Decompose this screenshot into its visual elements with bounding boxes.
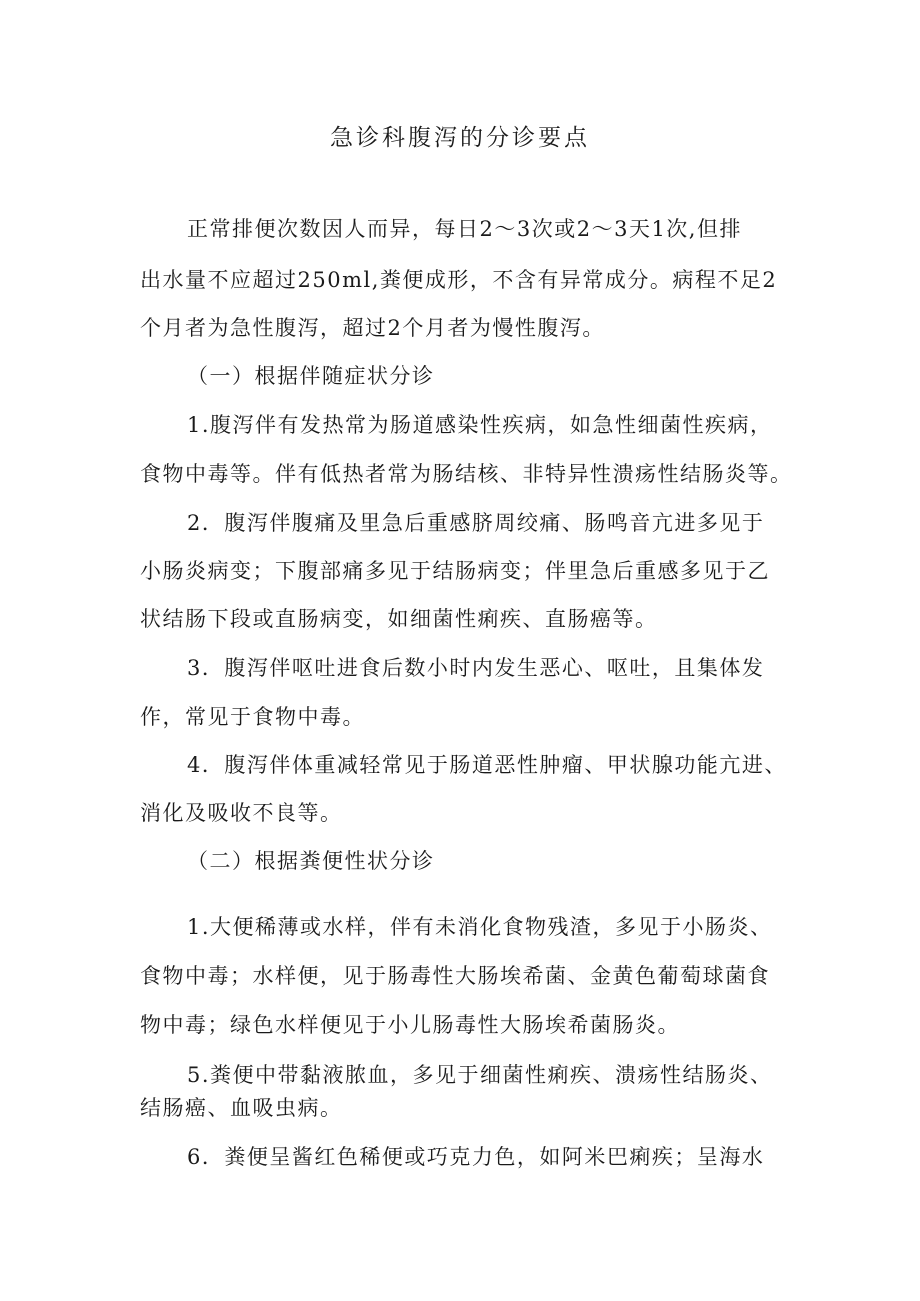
paragraph-line: 状结肠下段或直肠病变，如细菌性痢疾、直肠癌等。	[140, 607, 658, 631]
paragraph-line: 作，常见于食物中毒。	[140, 705, 365, 729]
document-title: 急诊科腹泻的分诊要点	[330, 125, 590, 151]
paragraph-line: 食物中毒等。伴有低热者常为肠结核、非特异性溃疡性结肠炎等。	[140, 462, 793, 486]
paragraph-line: 物中毒；绿色水样便见于小儿肠毒性大肠埃希菌肠炎。	[140, 1013, 680, 1037]
paragraph-line: 小肠炎病变；下腹部痛多见于结肠病变；伴里急后重感多见于乙	[140, 559, 770, 583]
paragraph-line: 6．粪便呈酱红色稀便或巧克力色，如阿米巴痢疾；呈海水	[187, 1145, 765, 1169]
paragraph-line: 个月者为急性腹泻，超过2个月者为慢性腹泻。	[140, 316, 605, 340]
paragraph-line: 4．腹泻伴体重减轻常见于肠道恶性肿瘤、甲状腺功能亢进、	[187, 753, 787, 777]
paragraph-line: 出水量不应超过250ml,粪便成形，不含有异常成分。病程不足2	[140, 268, 778, 292]
paragraph-line: 消化及吸收不良等。	[140, 801, 343, 825]
paragraph-line: 5.粪便中带黏液脓血，多见于细菌性痢疾、溃疡性结肠炎、	[187, 1063, 773, 1087]
section-heading: （二）根据粪便性状分诊	[187, 849, 435, 873]
section-heading: （一）根据伴随症状分诊	[187, 364, 435, 388]
paragraph-line: 食物中毒；水样便，见于肠毒性大肠埃希菌、金黄色葡萄球菌食	[140, 964, 770, 988]
paragraph-line: 1.腹泻伴有发热常为肠道感染性疾病，如急性细菌性疾病，	[187, 413, 773, 437]
paragraph-line: 2．腹泻伴腹痛及里急后重感脐周绞痛、肠鸣音亢进多见于	[187, 511, 765, 535]
paragraph-line: 结肠癌、血吸虫病。	[140, 1096, 343, 1120]
paragraph-line: 1.大便稀薄或水样，伴有未消化食物残渣，多见于小肠炎、	[187, 915, 773, 939]
paragraph-line: 3．腹泻伴呕吐进食后数小时内发生恶心、呕吐，且集体发	[187, 656, 765, 680]
paragraph-line: 正常排便次数因人而异，每日2～3次或2～3天1次,但排	[187, 217, 742, 241]
